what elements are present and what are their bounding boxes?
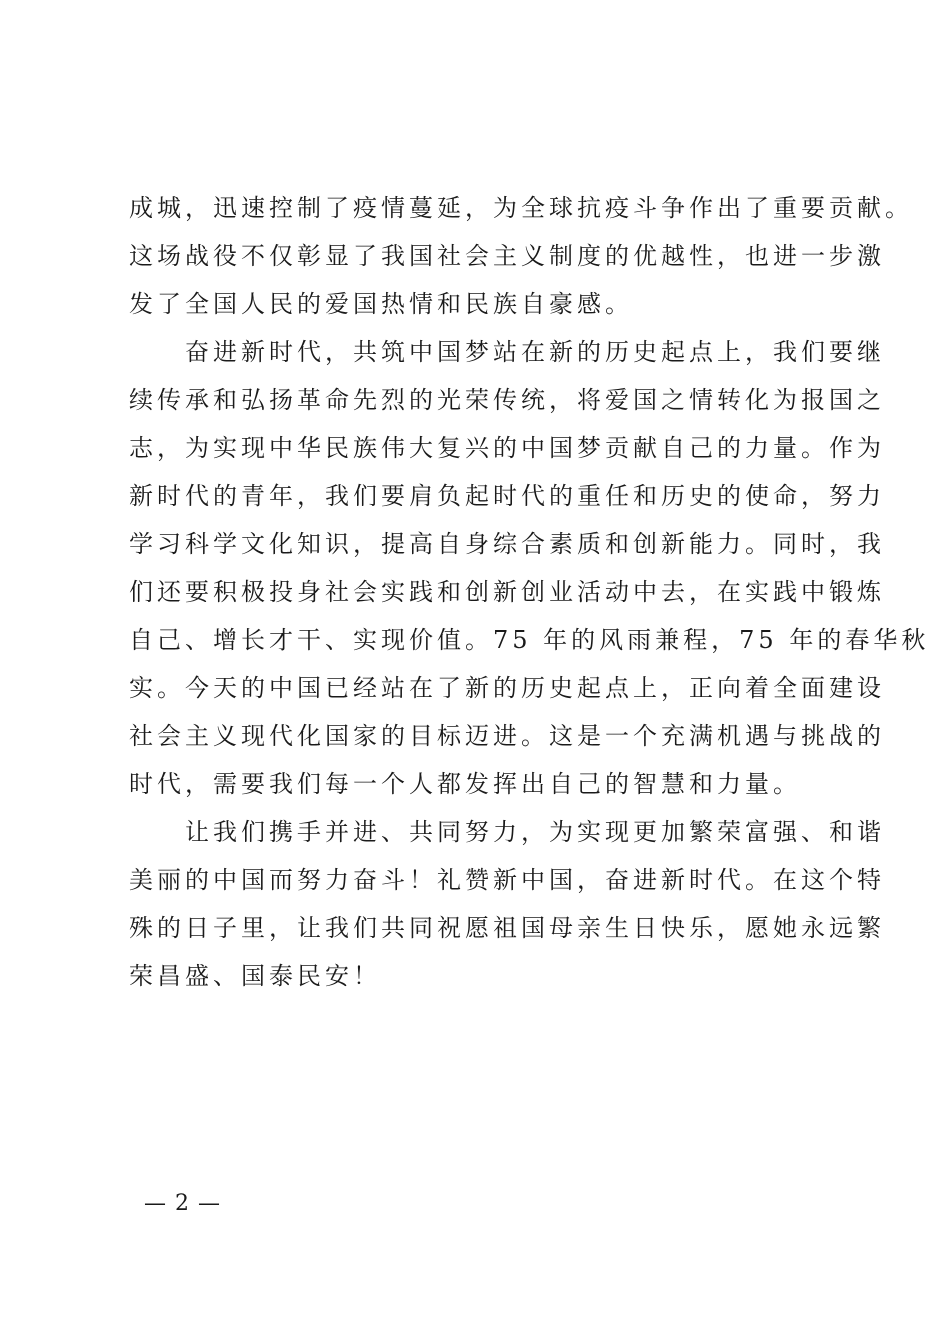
text-line: 美丽的中国而努力奋斗！礼赞新中国，奋进新时代。在这个特 [129,866,885,894]
text-line: 时代，需要我们每一个人都发挥出自己的智慧和力量。 [129,770,801,798]
text-line: 这场战役不仅彰显了我国社会主义制度的优越性，也进一步激 [129,242,885,270]
text-line: 续传承和弘扬革命先烈的光荣传统，将爱国之情转化为报国之 [129,386,885,414]
body-text [129,184,930,1000]
text-line: 让我们携手并进、共同努力，为实现更加繁荣富强、和谐 [129,818,885,846]
text-line: 实。今天的中国已经站在了新的历史起点上，正向着全面建设 [129,674,885,702]
text-line: 们还要积极投身社会实践和创新创业活动中去，在实践中锻炼 [129,578,885,606]
page-number: — 2 — [144,1191,221,1216]
text-line: 荣昌盛、国泰民安！ [129,962,381,990]
text-line: 殊的日子里，让我们共同祝愿祖国母亲生日快乐，愿她永远繁 [129,914,885,942]
text-line: 志，为实现中华民族伟大复兴的中国梦贡献自己的力量。作为 [129,434,885,462]
text-line: 发了全国人民的爱国热情和民族自豪感。 [129,290,633,318]
text-line: 新时代的青年，我们要肩负起时代的重任和历史的使命，努力 [129,482,885,510]
text-line: 成城，迅速控制了疫情蔓延，为全球抗疫斗争作出了重要贡献。 [129,194,913,222]
text-line: 社会主义现代化国家的目标迈进。这是一个充满机遇与挑战的 [129,722,885,750]
text-line: 自己、增长才干、实现价值。75 年的风雨兼程，75 年的春华秋 [129,626,930,654]
text-line: 学习科学文化知识，提高自身综合素质和创新能力。同时，我 [129,530,885,558]
text-line: 奋进新时代，共筑中国梦站在新的历史起点上，我们要继 [129,338,885,366]
